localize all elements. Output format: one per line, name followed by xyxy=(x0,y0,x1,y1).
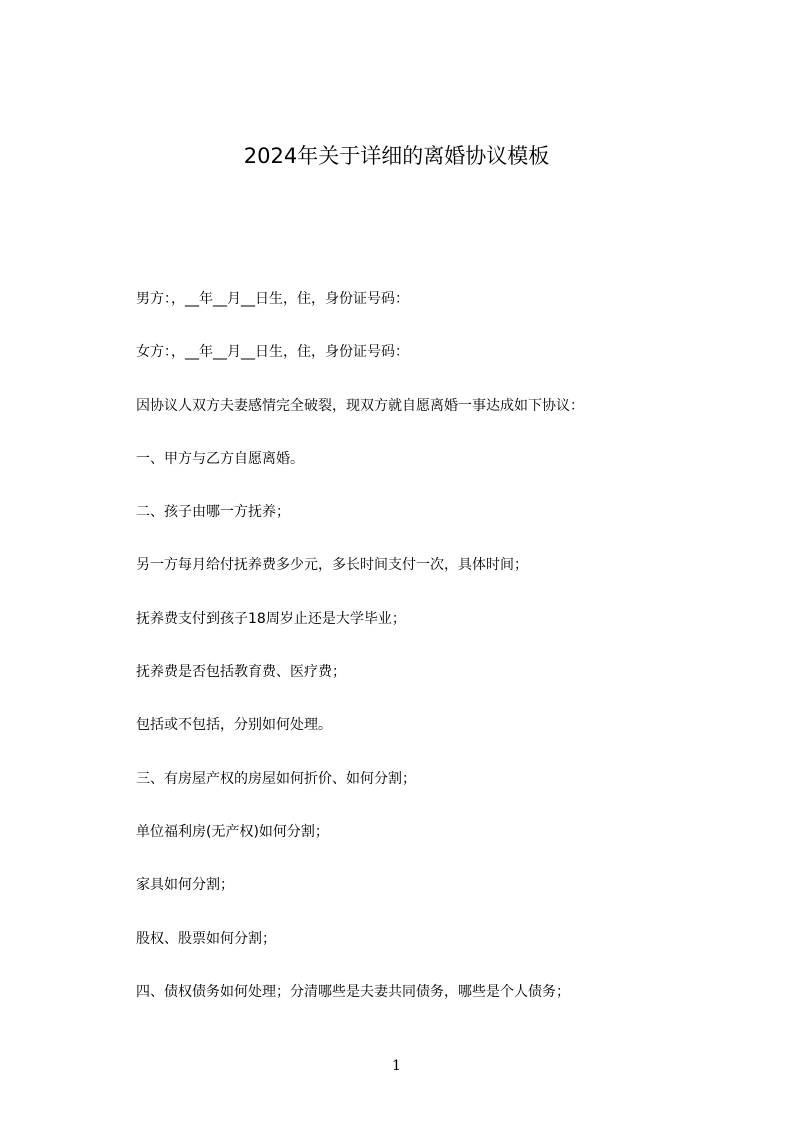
paragraph-clause-1: 一、甲方与乙方自愿离婚。 xyxy=(136,450,304,467)
paragraph-clause-3: 三、有房屋产权的房屋如何折价、如何分割； xyxy=(136,770,416,787)
paragraph-male-party: 男方：，__年__月__日生，住，身份证号码： xyxy=(136,291,409,307)
paragraph-furniture: 家具如何分割； xyxy=(136,877,234,894)
paragraph-clause-4: 四、债权债务如何处理；分清哪些是夫妻共同债务，哪些是个人债务； xyxy=(136,983,570,1000)
paragraph-female-party: 女方：，__年__月__日生，住，身份证号码： xyxy=(136,344,409,361)
paragraph-support-handling: 包括或不包括，分别如何处理。 xyxy=(136,717,332,734)
paragraph-shares: 股权、股票如何分割； xyxy=(136,930,276,947)
paragraph-support-payment: 另一方每月给付抚养费多少元，多长时间支付一次，具体时间； xyxy=(136,557,528,574)
document-title: 2024年关于详细的离婚协议模板 xyxy=(243,144,550,168)
document-body xyxy=(136,289,696,1035)
page-number: 1 xyxy=(392,1058,401,1074)
paragraph-support-duration: 抚养费支付到孩子18周岁止还是大学毕业； xyxy=(136,610,406,627)
paragraph-preamble: 因协议人双方夫妻感情完全破裂，现双方就自愿离婚一事达成如下协议： xyxy=(136,397,584,414)
paragraph-welfare-housing: 单位福利房(无产权)如何分割； xyxy=(136,823,329,840)
paragraph-support-scope: 抚养费是否包括教育费、医疗费； xyxy=(136,664,346,681)
paragraph-clause-2: 二、孩子由哪一方抚养； xyxy=(136,504,290,521)
